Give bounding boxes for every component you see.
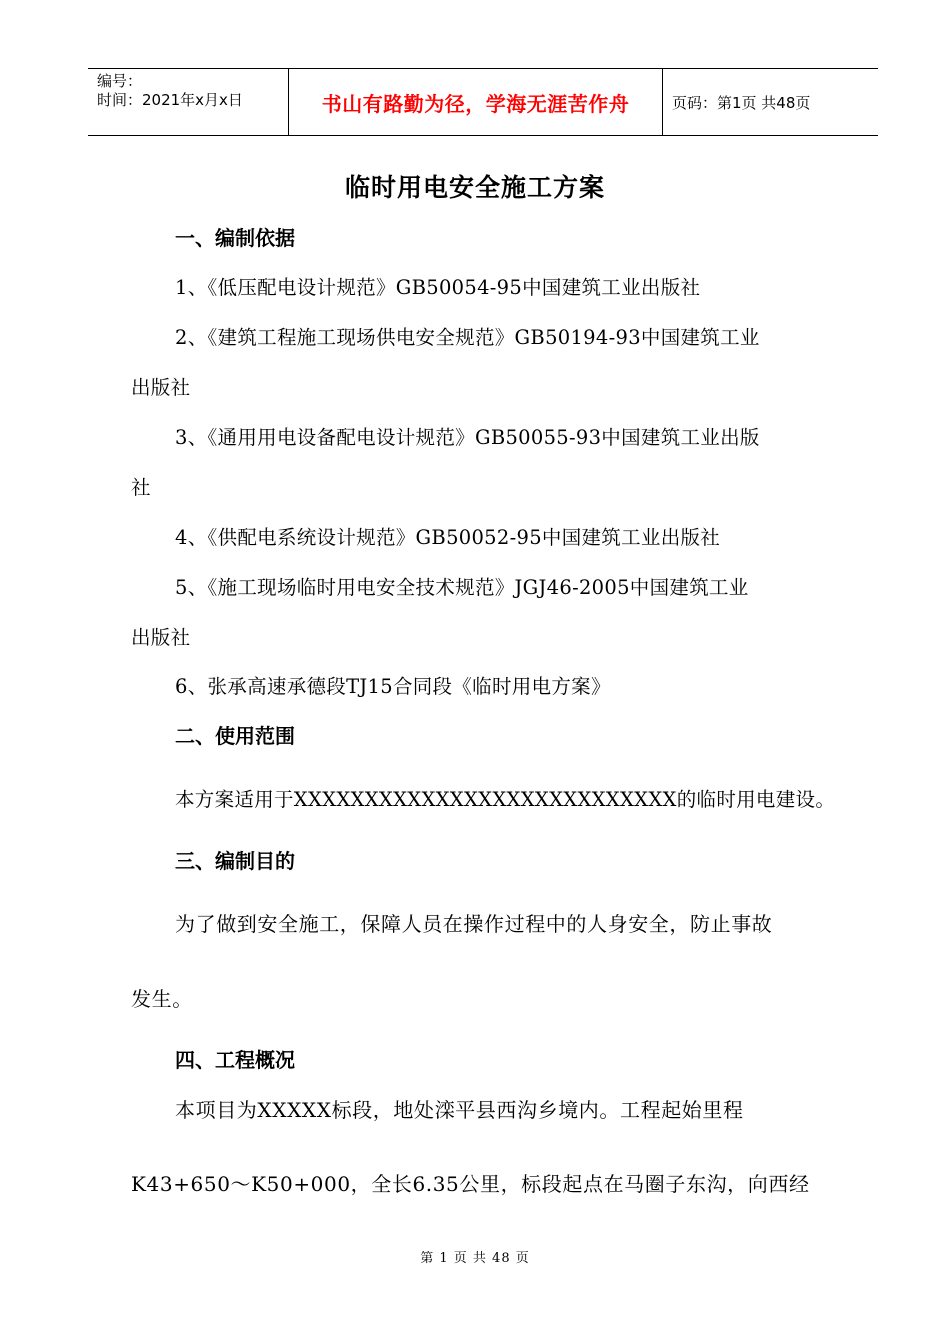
purpose-line-1: 为了做到安全施工，保障人员在操作过程中的人身安全，防止事故: [175, 912, 773, 936]
motto-text: 书山有路勤为径，学海无涯苦作舟: [321, 91, 630, 116]
header-page-cell: [663, 69, 878, 135]
section-heading-scope: 二、使用范围: [175, 724, 295, 748]
basis-line-3-cont: 社: [131, 476, 151, 499]
page-footer: 第 1 页 共 48 页: [420, 1251, 530, 1266]
scope-text: 本方案适用于XXXXXXXXXXXXXXXXXXXXXXXXXXX的临时用电建设。: [175, 788, 836, 811]
basis-line-2-cont: 出版社: [131, 376, 191, 399]
basis-line-5: 5、《施工现场临时用电安全技术规范》JGJ46-2005中国建筑工业: [175, 576, 749, 599]
section-heading-basis: 一、编制依据: [175, 226, 295, 250]
header-motto-cell: [289, 69, 663, 135]
overview-line-1: 本项目为XXXXX标段，地处滦平县西沟乡境内。工程起始里程: [175, 1098, 744, 1122]
document-title: 临时用电安全施工方案: [344, 173, 605, 202]
basis-line-5-cont: 出版社: [131, 626, 191, 649]
basis-line-6: 6、张承高速承德段TJ15合同段《临时用电方案》: [175, 675, 611, 698]
section-heading-overview: 四、工程概况: [175, 1048, 295, 1072]
basis-line-2: 2、《建筑工程施工现场供电安全规范》GB50194-93中国建筑工业: [175, 326, 760, 349]
basis-line-4: 4、《供配电系统设计规范》GB50052-95中国建筑工业出版社: [175, 526, 721, 549]
section-heading-purpose: 三、编制目的: [175, 849, 295, 873]
basis-line-1: 1、《低压配电设计规范》GB50054-95中国建筑工业出版社: [175, 276, 701, 299]
purpose-line-2: 发生。: [131, 987, 193, 1011]
overview-line-2: K43+650～K50+000，全长6.35公里，标段起点在马圈子东沟，向西经: [131, 1172, 810, 1196]
serial-number-label: 编号：: [97, 72, 143, 90]
document-header: [88, 68, 878, 136]
date-label: 时间：2021年x月x日: [97, 91, 243, 109]
page-info-label: 页码：第1页 共48页: [672, 93, 811, 112]
header-meta-cell: [88, 69, 289, 135]
basis-line-3: 3、《通用用电设备配电设计规范》GB50055-93中国建筑工业出版: [175, 426, 760, 449]
